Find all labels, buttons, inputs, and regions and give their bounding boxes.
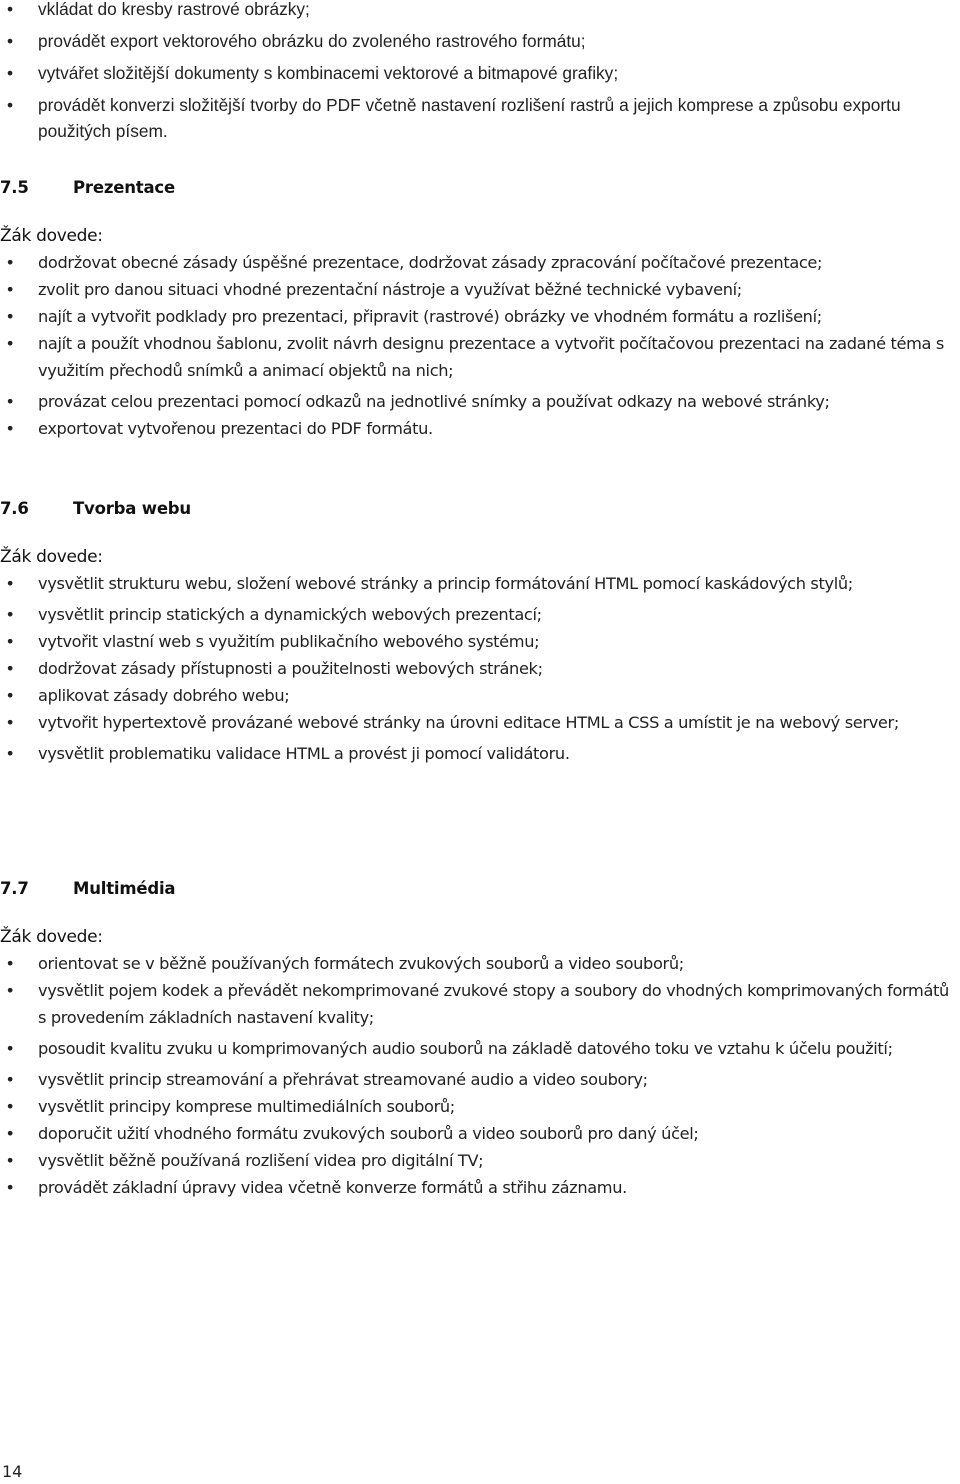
bullet-icon: • <box>5 659 15 678</box>
list-item <box>0 1093 950 1120</box>
list-item <box>0 682 950 709</box>
list-item-text: vytvořit hypertextově provázané webové stránky na úrovni editace HTML a CSS a umístit je na webový server; <box>38 713 899 732</box>
list-item-text: dodržovat obecné zásady úspěšné prezentace, dodržovat zásady zpracování počítačové prezentace; <box>38 253 823 272</box>
bullet-icon: • <box>5 1124 15 1143</box>
bullet-icon: • <box>5 744 15 763</box>
bullet-icon: • <box>5 713 15 732</box>
section-intro: Žák dovede: <box>0 547 103 567</box>
list-item <box>0 570 950 597</box>
list-item <box>0 709 950 736</box>
bullet-icon: • <box>5 1039 15 1058</box>
list-item <box>0 1035 950 1062</box>
section-multimedia <box>0 877 950 1201</box>
section-heading <box>0 176 950 200</box>
section-number: 7.7 <box>0 879 29 898</box>
list-item <box>0 1174 950 1201</box>
section-number: 7.5 <box>0 178 29 197</box>
section-bullet-list <box>0 570 950 767</box>
section-heading <box>0 877 950 901</box>
list-item <box>0 28 945 54</box>
list-item <box>0 388 950 415</box>
list-item-text: vysvětlit princip streamování a přehrávat streamované audio a video soubory; <box>38 1070 648 1089</box>
section-number: 7.6 <box>0 499 29 518</box>
list-item-text: vytvářet složitější dokumenty s kombinacemi vektorové a bitmapové grafiky; <box>38 63 619 83</box>
list-item-text: provádět konverzi složitější tvorby do PDF včetně nastavení rozlišení rastrů a jejich komprese a způsobu exportu použitých písem. <box>38 95 901 141</box>
list-item-text: doporučit užití vhodného formátu zvukových souborů a video souborů pro daný účel; <box>38 1124 699 1143</box>
bullet-icon: • <box>5 1178 15 1197</box>
bullet-icon: • <box>5 632 15 651</box>
list-item-text: vysvětlit principy komprese multimediálních souborů; <box>38 1097 455 1116</box>
section-intro: Žák dovede: <box>0 927 103 947</box>
bullet-icon: • <box>5 686 15 705</box>
list-item-text: vysvětlit strukturu webu, složení webové stránky a princip formátování HTML pomocí kaskádových stylů; <box>38 574 853 593</box>
list-item-text: najít a použít vhodnou šablonu, zvolit návrh designu prezentace a vytvořit počítačovou prezentaci na zadané téma s využitím přechodů snímků a animací objektů na nich; <box>38 334 944 380</box>
section-title: Multimédia <box>73 879 176 898</box>
bullet-icon: • <box>5 605 15 624</box>
list-item <box>0 1066 950 1093</box>
list-item-text: dodržovat zásady přístupnosti a použitelnosti webových stránek; <box>38 659 543 678</box>
list-item-text: vysvětlit problematiku validace HTML a provést ji pomocí validátoru. <box>38 744 570 763</box>
bullet-icon: • <box>5 253 15 272</box>
list-item-text: vysvětlit běžně používaná rozlišení videa pro digitální TV; <box>38 1151 484 1170</box>
list-item <box>0 249 950 276</box>
list-item-text: posoudit kvalitu zvuku u komprimovaných audio souborů na základě datového toku ve vztahu k účelu použití; <box>38 1039 893 1058</box>
section-bullet-list <box>0 950 950 1201</box>
list-item-text: exportovat vytvořenou prezentaci do PDF formátu. <box>38 419 433 438</box>
list-item <box>0 1120 950 1147</box>
section-intro: Žák dovede: <box>0 226 103 246</box>
list-item <box>0 276 950 303</box>
list-item-text: vysvětlit pojem kodek a převádět nekomprimované zvukové stopy a soubory do vhodných komprimovaných formátů s provedením základních nastavení kvality; <box>38 981 949 1027</box>
list-item <box>0 415 950 442</box>
list-item <box>0 950 950 977</box>
bullet-icon: • <box>6 95 14 115</box>
list-item-text: zvolit pro danou situaci vhodné prezentační nástroje a využívat běžné technické vybavení; <box>38 280 742 299</box>
bullet-icon: • <box>5 574 15 593</box>
list-item <box>0 330 950 384</box>
list-item-text: vysvětlit princip statických a dynamických webových prezentací; <box>38 605 542 624</box>
list-item-text: orientovat se v běžně používaných formátech zvukových souborů a video souborů; <box>38 954 684 973</box>
list-item-text: provázat celou prezentaci pomocí odkazů na jednotlivé snímky a používat odkazy na webové stránky; <box>38 392 830 411</box>
section-title: Prezentace <box>73 178 175 197</box>
list-item <box>0 628 950 655</box>
section-title: Tvorba webu <box>73 499 191 518</box>
bullet-icon: • <box>6 63 14 83</box>
list-item <box>0 977 950 1031</box>
section-bullet-list <box>0 249 950 442</box>
list-item-text: najít a vytvořit podklady pro prezentaci, připravit (rastrové) obrázky ve vhodném formátu a rozlišení; <box>38 307 822 326</box>
list-item <box>0 740 950 767</box>
bullet-icon: • <box>5 392 15 411</box>
page-number: 14 <box>2 1462 23 1481</box>
list-item-text: vkládat do kresby rastrové obrázky; <box>38 0 310 19</box>
list-item <box>0 60 945 86</box>
section-prezentace <box>0 176 950 442</box>
bullet-icon: • <box>5 419 15 438</box>
list-item <box>0 0 945 22</box>
bullet-icon: • <box>5 1097 15 1116</box>
section-heading <box>0 497 950 521</box>
bullet-icon: • <box>5 1070 15 1089</box>
list-item-text: provádět základní úpravy videa včetně konverze formátů a střihu záznamu. <box>38 1178 627 1197</box>
list-item-text: aplikovat zásady dobrého webu; <box>38 686 290 705</box>
list-item <box>0 1147 950 1174</box>
list-item <box>0 655 950 682</box>
intro-bullet-list <box>0 0 945 144</box>
list-item <box>0 303 950 330</box>
bullet-icon: • <box>5 954 15 973</box>
list-item-text: vytvořit vlastní web s využitím publikačního webového systému; <box>38 632 540 651</box>
bullet-icon: • <box>5 981 15 1000</box>
list-item-text: provádět export vektorového obrázku do zvoleného rastrového formátu; <box>38 31 586 51</box>
list-item <box>0 601 950 628</box>
bullet-icon: • <box>5 280 15 299</box>
bullet-icon: • <box>5 1151 15 1170</box>
bullet-icon: • <box>5 334 15 353</box>
section-tvorba-webu <box>0 497 950 767</box>
bullet-icon: • <box>6 31 14 51</box>
bullet-icon: • <box>6 0 14 19</box>
list-item <box>0 92 945 144</box>
bullet-icon: • <box>5 307 15 326</box>
